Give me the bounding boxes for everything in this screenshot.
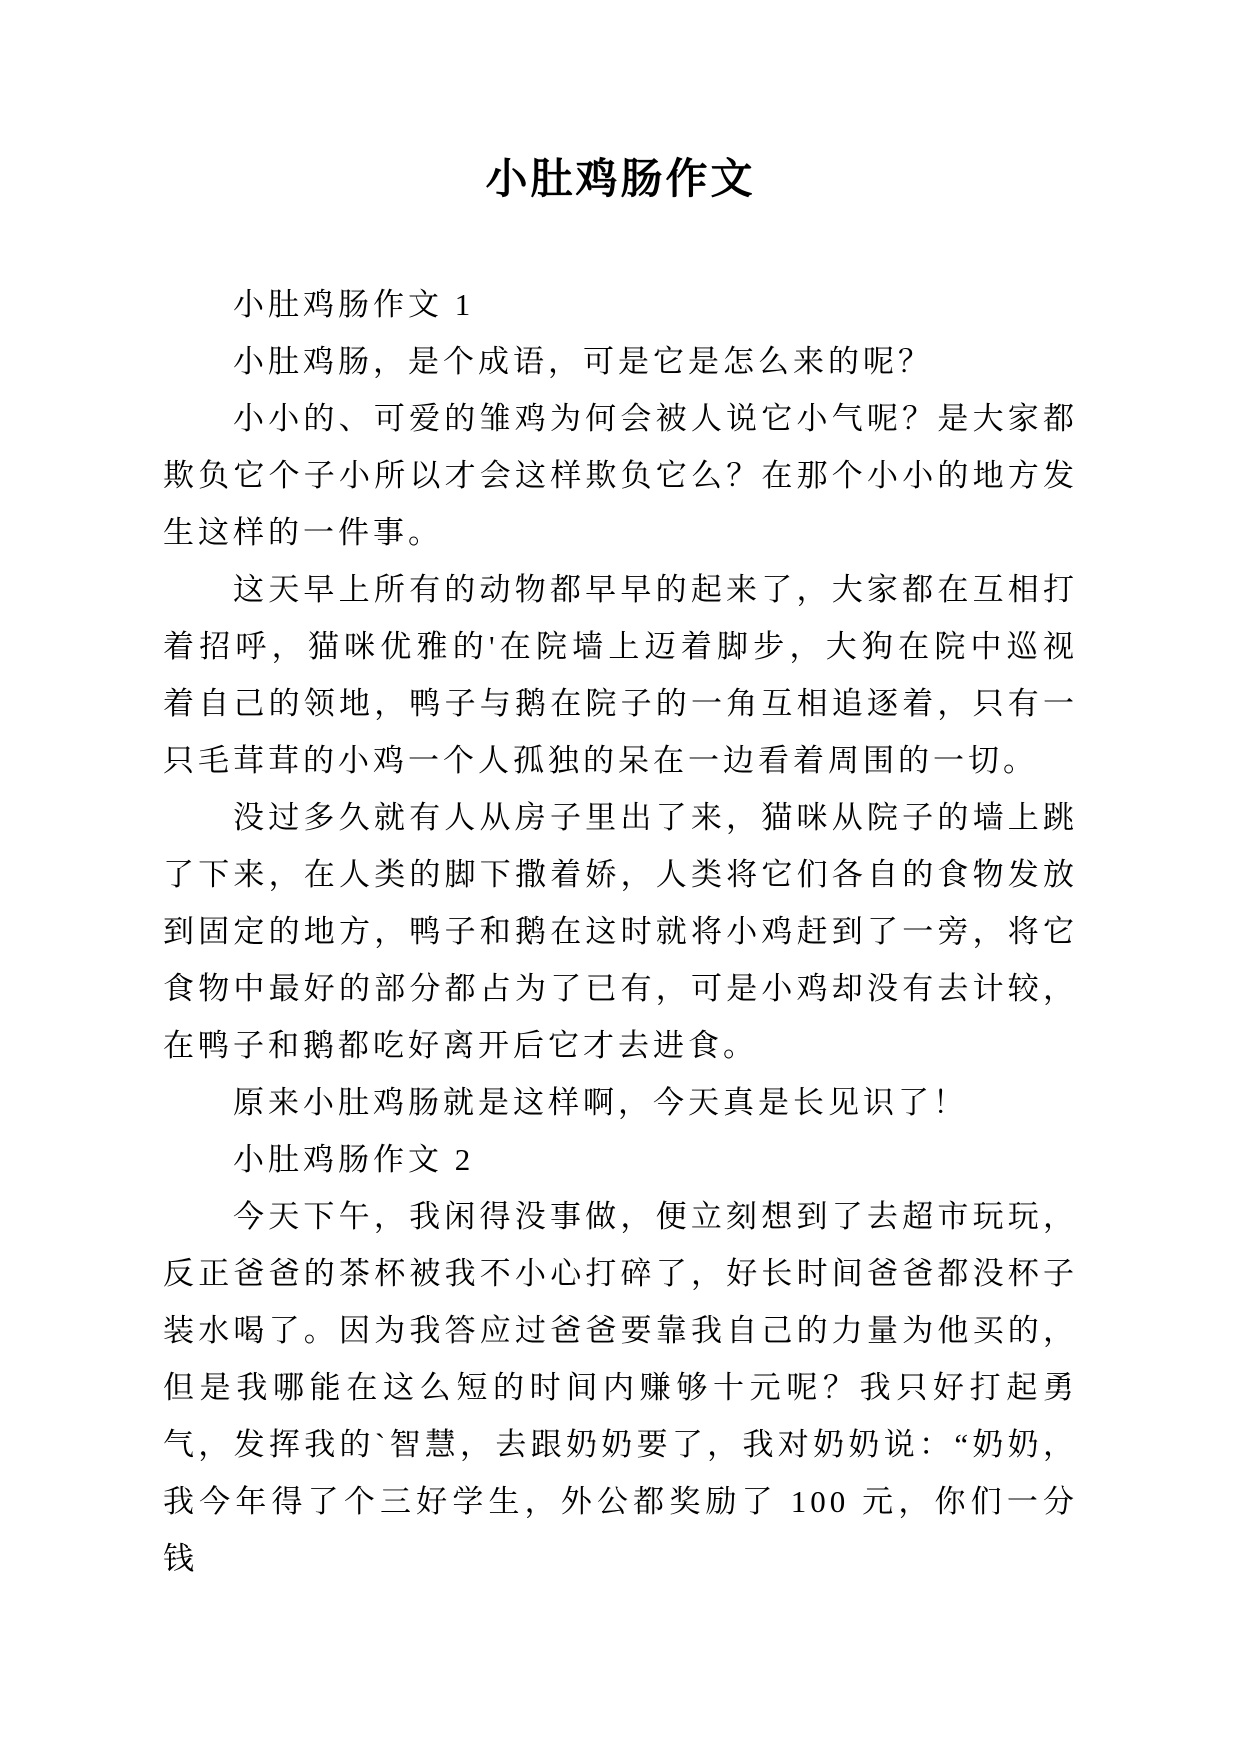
essay-1-paragraph: 原来小肚鸡肠就是这样啊，今天真是长见识了！ (233, 1085, 968, 1120)
essay-2-heading: 小肚鸡肠作文 2 (233, 1142, 475, 1177)
essay-1-paragraph: 小肚鸡肠，是个成语，可是它是怎么来的呢？ (233, 344, 933, 379)
document-title: 小肚鸡肠作文 (485, 157, 756, 203)
document-body (163, 276, 1078, 1587)
essay-1-heading: 小肚鸡肠作文 1 (233, 287, 475, 322)
essay-1-paragraph: 这天早上所有的动物都早早的起来了，大家都在互相打着招呼，猫咪优雅的'在院墙上迈着脚步，大狗在院中巡视着自己的领地，鸭子与鹅在院子的一角互相追逐着，只有一只毛茸茸的小鸡一个人孤独的呆在一边看着周围的一切。 (163, 572, 1078, 778)
essay-1-paragraph: 小小的、可爱的雏鸡为何会被人说它小气呢？是大家都欺负它个子小所以才会这样欺负它么？在那个小小的地方发生这样的一件事。 (163, 401, 1078, 550)
essay-1-paragraph: 没过多久就有人从房子里出了来，猫咪从院子的墙上跳了下来，在人类的脚下撒着娇，人类将它们各自的食物发放到固定的地方，鸭子和鹅在这时就将小鸡赶到了一旁，将它食物中最好的部分都占为了已有，可是小鸡却没有去计较，在鸭子和鹅都吃好离开后它才去进食。 (163, 800, 1078, 1063)
essay-2-paragraph: 今天下午，我闲得没事做，便立刻想到了去超市玩玩，反正爸爸的茶杯被我不小心打碎了，好长时间爸爸都没杯子装水喝了。因为我答应过爸爸要靠我自己的力量为他买的，但是我哪能在这么短的时间内赚够十元呢？我只好打起勇气，发挥我的`智慧，去跟奶奶要了，我对奶奶说：“奶奶，我今年得了个三好学生，外公都奖励了 100 元，你们一分钱 (163, 1199, 1078, 1576)
